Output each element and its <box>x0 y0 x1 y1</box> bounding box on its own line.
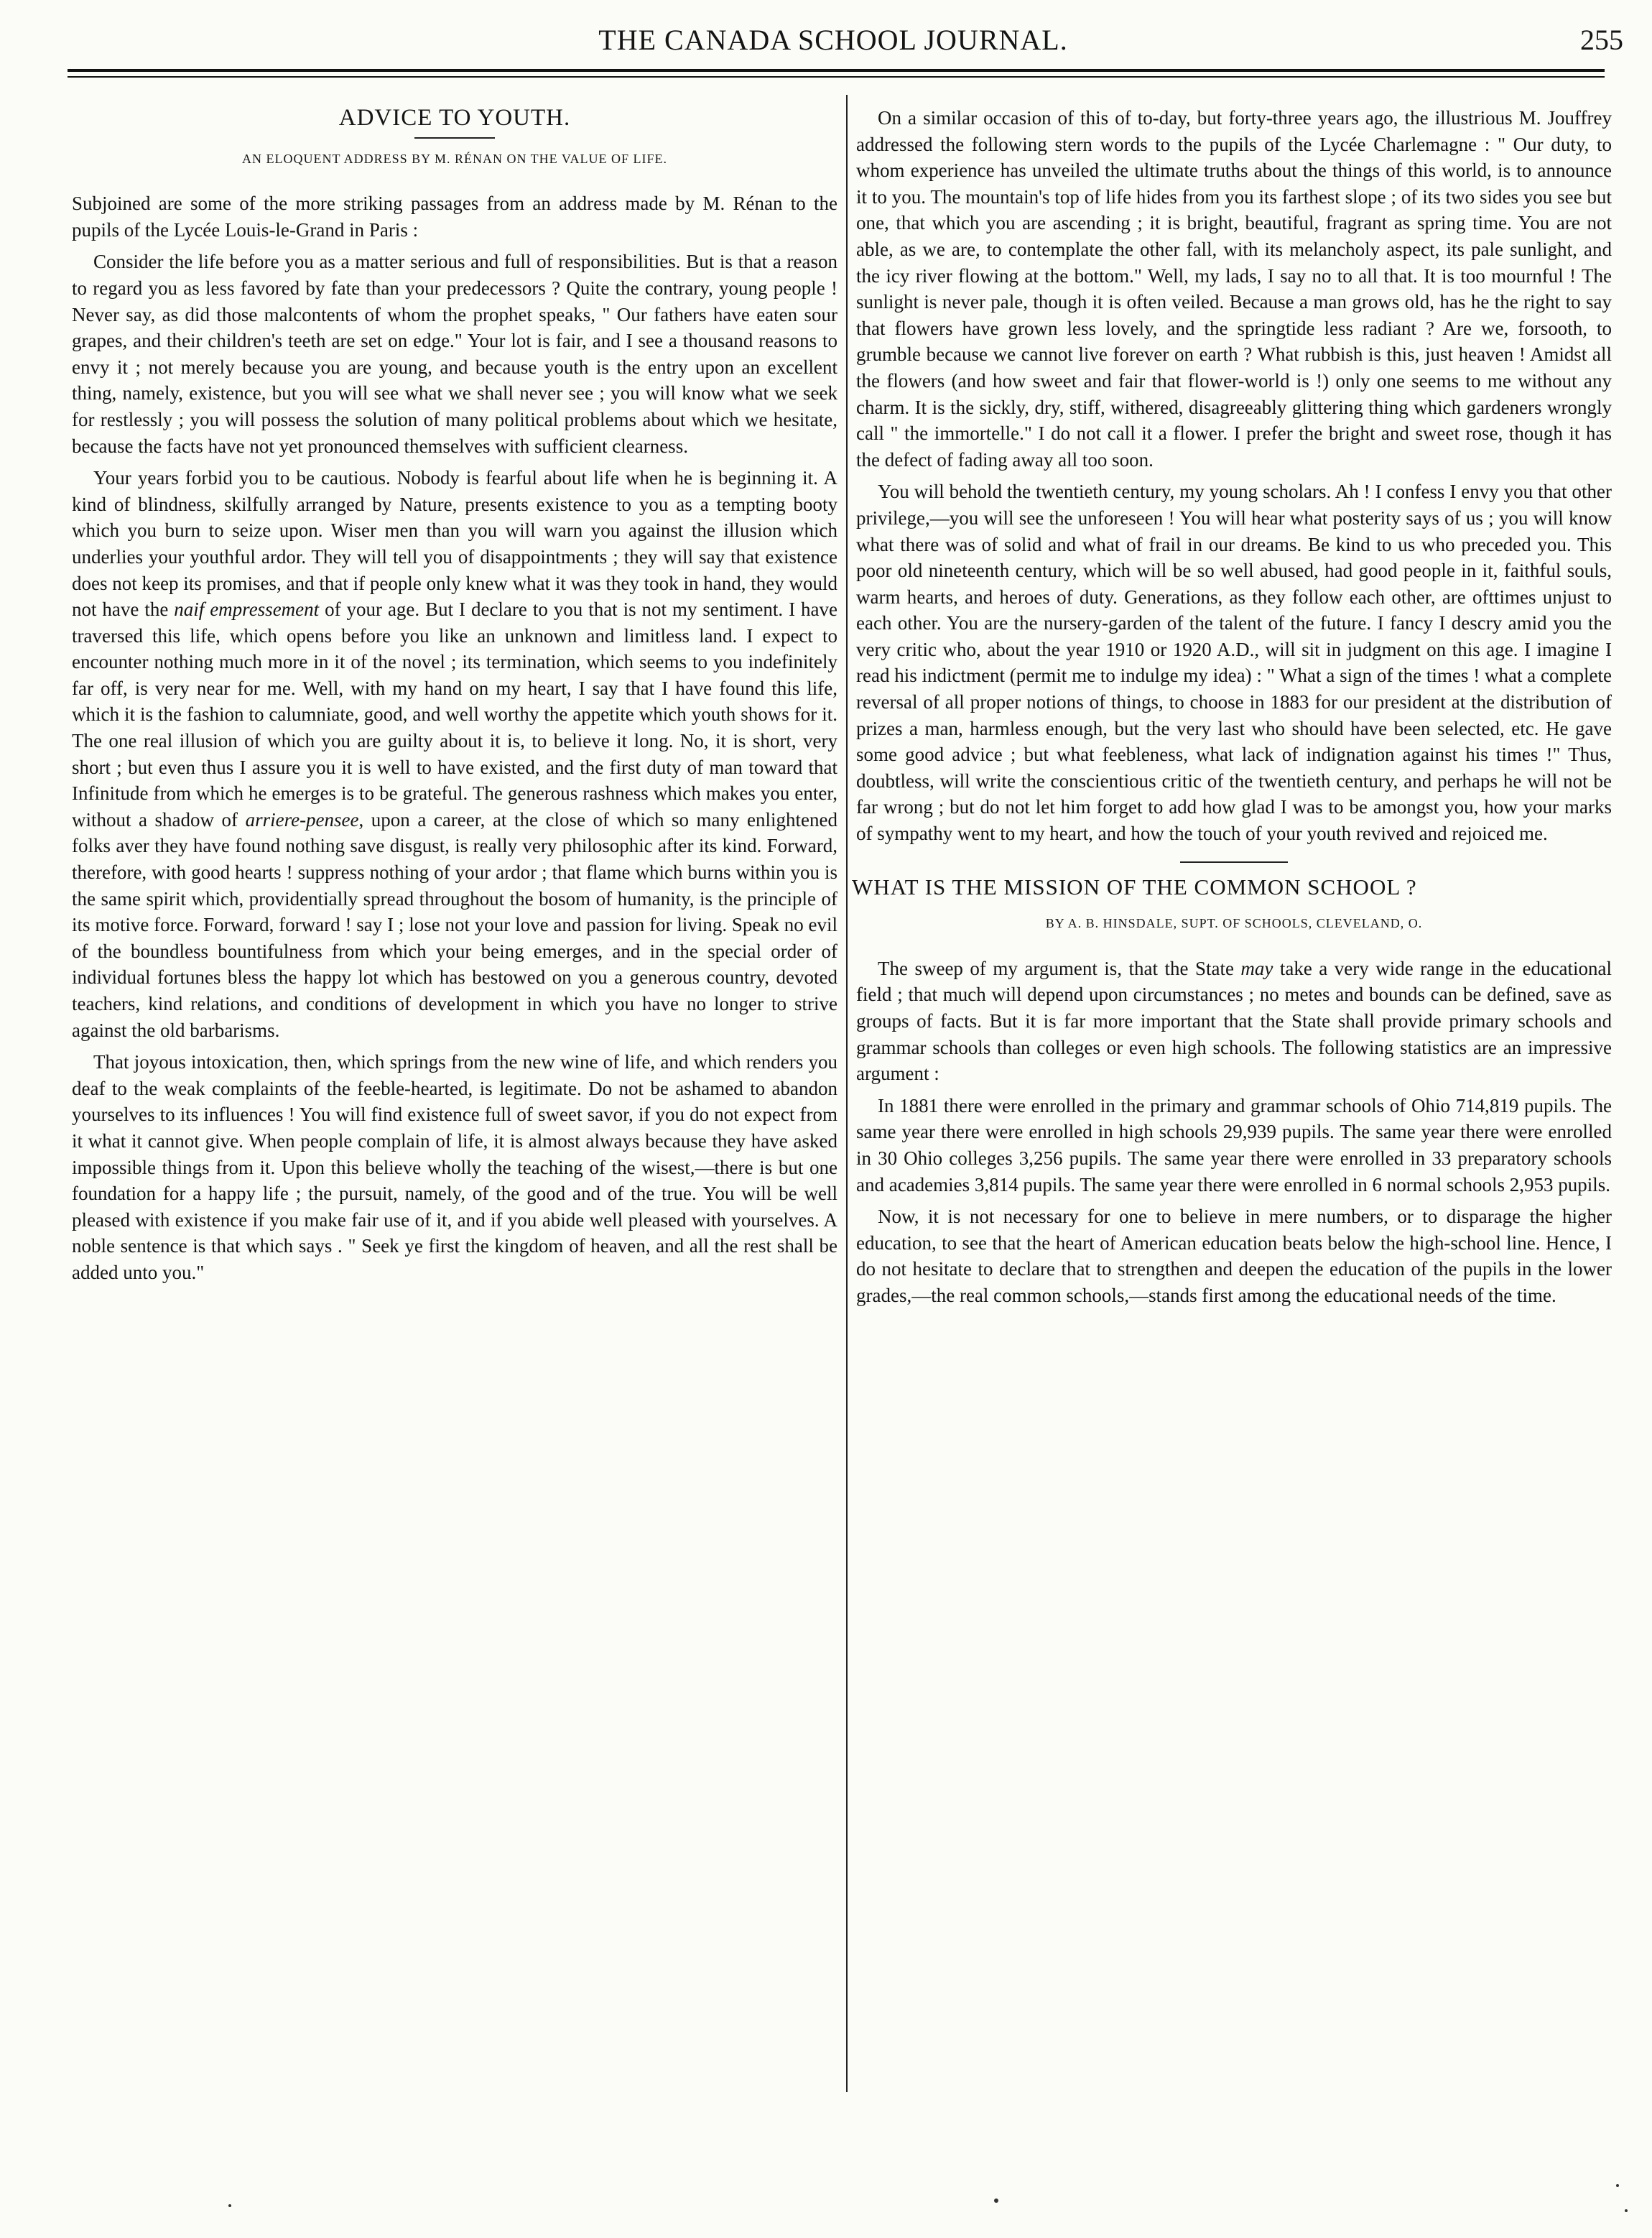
article-title: ADVICE TO YOUTH. <box>338 105 571 131</box>
scan-speck <box>228 2204 231 2207</box>
article-subtitle: AN ELOQUENT ADDRESS BY M. RÉNAN ON THE VALUE OF LIFE. <box>241 151 668 166</box>
journal-title: THE CANADA SCHOOL JOURNAL. <box>598 24 1068 56</box>
paragraph-text: take a very wide range in the educational field ; that much will depend upon circumstances ; no metes and bounds can be defined, save as groups of facts. But it is far more important that the State shall provide primary schools and grammar schools than colleges or even high schools. The following statistics are an impressive argument : <box>856 957 1612 1085</box>
section-rule <box>1180 861 1288 863</box>
paragraph-text: The sweep of my argument is, that the State <box>878 957 1241 979</box>
paragraph: Consider the life before you as a matter serious and full of responsibilities. But is that a reason to regard you as less favored by fate than your predecessors ? Quite the contrary, young people ! Never say, as did those malcontents of whom the prophet speaks, " Our fathers have eaten sour grapes, and their children's teeth are set on edge." Your lot is fair, and I see a thousand reasons to envy it ; not merely because you are young, and because youth is the entry upon an excellent thing, namely, existence, but you will see what we shall never see ; you will know what we seek for restlessly ; you will possess the solution of many political problems about which we hesitate, because the facts have not yet pronounced themselves with sufficient clearness. <box>72 251 837 457</box>
paragraph: Subjoined are some of the more striking passages from an address made by M. Rénan to the pupils of the Lycée Louis-le-Grand in Paris : <box>72 193 837 241</box>
paragraph: Now, it is not necessary for one to believe in mere numbers, or to disparage the higher education, to see that the heart of American education beats below the high-school line. Hence, I do not hesitate to declare that to strengthen and deepen the education of the pupils in the lower grades,—the real common schools,—stands first among the educational needs of the time. <box>856 1206 1612 1306</box>
right-column <box>852 105 1612 1315</box>
page-number: 255 <box>1580 24 1623 56</box>
paragraph: That joyous intoxication, then, which springs from the new wine of life, and which renders you deaf to the weak complaints of the feeble-hearted, is legitimate. Do not be ashamed to abandon yourselves to its influences ! You will find existence full of sweet savor, if you do not expect from it what it cannot give. When people complain of life, it is almost always because they have asked impossible things from it. Upon this believe wholly the teaching of the wisest,—there is but one foundation for a happy life ; the pursuit, namely, of the good and of the true. You will be well pleased with existence if you make fair use of it, and if you abide well pleased with yourselves. A noble sentence is that which says . " Seek ye first the kingdom of heaven, and all the rest shall be added unto you." <box>72 1051 837 1283</box>
paragraph-text: of your age. But I declare to you that is not my sentiment. I have traversed this life, which opens before you like an unknown and limitless land. I expect to encounter nothing much more in it of the novel ; its termination, which seems to you indefinitely far off, is very near for me. Well, with my hand on my heart, I say that I have found this life, which it is the fashion to calumniate, good, and well worthy the appetite which youth shows for it. The one real illusion of which you are guilty about it is, to believe it long. No, it is short, very short ; but even thus I assure you it is well to have existed, and the first duty of man toward that Infinitude from which he emerges is to be grateful. The generous rashness which makes you enter, without a shadow of <box>72 598 837 831</box>
paragraph: You will behold the twentieth century, my young scholars. Ah ! I confess I envy you that other privilege,—you will see the unforeseen ! You will hear what posterity says of us ; you will know what there was of solid and what of frail in our dreams. Be kind to us who preceded you. This poor old nineteenth century, which will be so well abused, had good people in it, faithful souls, warm hearts, and heroes of duty. Generations, as they follow each other, are ofttimes unjust to each other. You are the nursery-garden of the talent of the future. I fancy I descry amid you the very critic who, about the year 1910 or 1920 A.D., will sit in judgment on this age. I imagine I read his indictment (permit me to indulge my idea) : " What a sign of the times ! what a complete reversal of all proper notions of things, to choose in 1883 for our president at the distribution of prizes a man, harmless enough, but the very last who should have been selected, etc. He gave some good advice ; but what feebleness, what lack of indignation against his times !" Thus, doubtless, will write the conscientious critic of the twentieth century, and perhaps he will not be far wrong ; but do not let him forget to add how glad I was to be amongst you, how your marks of sympathy went to my heart, and how the touch of your youth revived and rejoiced me. <box>856 481 1612 845</box>
scan-speck <box>1625 2209 1628 2212</box>
paragraph: On a similar occasion of this of to-day, but forty-three years ago, the illustrious M. Jouffrey addressed the following stern words to the pupils of the Lycée Charlemagne : " Our duty, to whom experience has unveiled the ultimate truths about the things of this world, is to announce it to you. The mountain's top of life hides from you its farthest slope ; of its two sides you see but one, that which you are ascending ; it is bright, beautiful, fragrant as spring time. You are not able, as we are, to contemplate the other fall, with its melancholy aspect, its pale sunlight, and the icy river flowing at the bottom." Well, my lads, I say no to all that. It is too mournful ! The sunlight is never pale, though it is often veiled. Because a man grows old, has he the right to say that flowers have grown less lovely, and the springtide less radiant ? Are we, forsooth, to grumble because we cannot live forever on earth ? What rubbish is this, just heaven ! Amidst all the flowers (and how sweet and fair that flower-world is !) only one seems to me without any charm. It is the sickly, dry, stiff, withered, disagreeably glittering thing which gardeners wrongly call " the immortelle." I do not call it a flower. I prefer the bright and sweet rose, though it has the defect of fading away all too soon. <box>856 107 1612 471</box>
paragraph-text: , upon a career, at the close of which so many enlightened folks aver they have found nothing save disgust, is really very philosophic after its kind. Forward, therefore, with good hearts ! suppress nothing of your ardor ; that flame which burns within you is the same spirit which, providentially spread throughout the bosom of humanity, is the principle of its motive force. Forward, forward ! say I ; lose not your love and passion for living. Speak no evil of the boundless bountifulness from which your being emerges, and in the special order of individual fortunes bless the happy lot which has bestowed on you a generous country, devoted teachers, kind relations, and conditions of development in which you have no longer to strive against the old barbarisms. <box>72 808 837 1041</box>
header-rule-thin <box>68 76 1605 78</box>
scan-speck <box>1616 2184 1619 2187</box>
article-byline: BY A. B. HINSDALE, SUPT. OF SCHOOLS, CLEVELAND, O. <box>1045 916 1423 931</box>
paragraph: In 1881 there were enrolled in the primary and grammar schools of Ohio 714,819 pupils. The same year there were enrolled in high schools 29,939 pupils. The same year there were enrolled in 30 Ohio colleges 3,256 pupils. The same year there were enrolled in 33 preparatory schools and academies 3,814 pupils. The same year there were enrolled in 6 normal schools 2,953 pupils. <box>856 1094 1612 1196</box>
title-rule <box>414 137 495 139</box>
column-divider <box>846 95 848 2092</box>
paragraph-text: Your years forbid you to be cautious. Nobody is fearful about life when he is beginning it. A kind of blindness, skilfully arranged by Nature, presents existence to you as a tempting booty which you burn to seize upon. Wiser men than you will warn you against the illusion which underlies your youthful ardor. They will tell you of disappointments ; they will say that existence does not keep its promises, and that if people only knew what it was they took in hand, they would not have the <box>72 467 837 621</box>
paragraph <box>72 465 837 1043</box>
article-title: WHAT IS THE MISSION OF THE COMMON SCHOOL ? <box>852 874 1417 900</box>
italic-phrase: arriere-pensee <box>245 808 359 831</box>
italic-phrase: naif empressement <box>174 598 320 621</box>
scan-speck <box>994 2198 998 2203</box>
left-column <box>72 105 837 1292</box>
italic-phrase: may <box>1240 957 1273 979</box>
header-rule-thick <box>68 69 1605 72</box>
paragraph <box>856 956 1612 1087</box>
running-head <box>43 19 1623 62</box>
